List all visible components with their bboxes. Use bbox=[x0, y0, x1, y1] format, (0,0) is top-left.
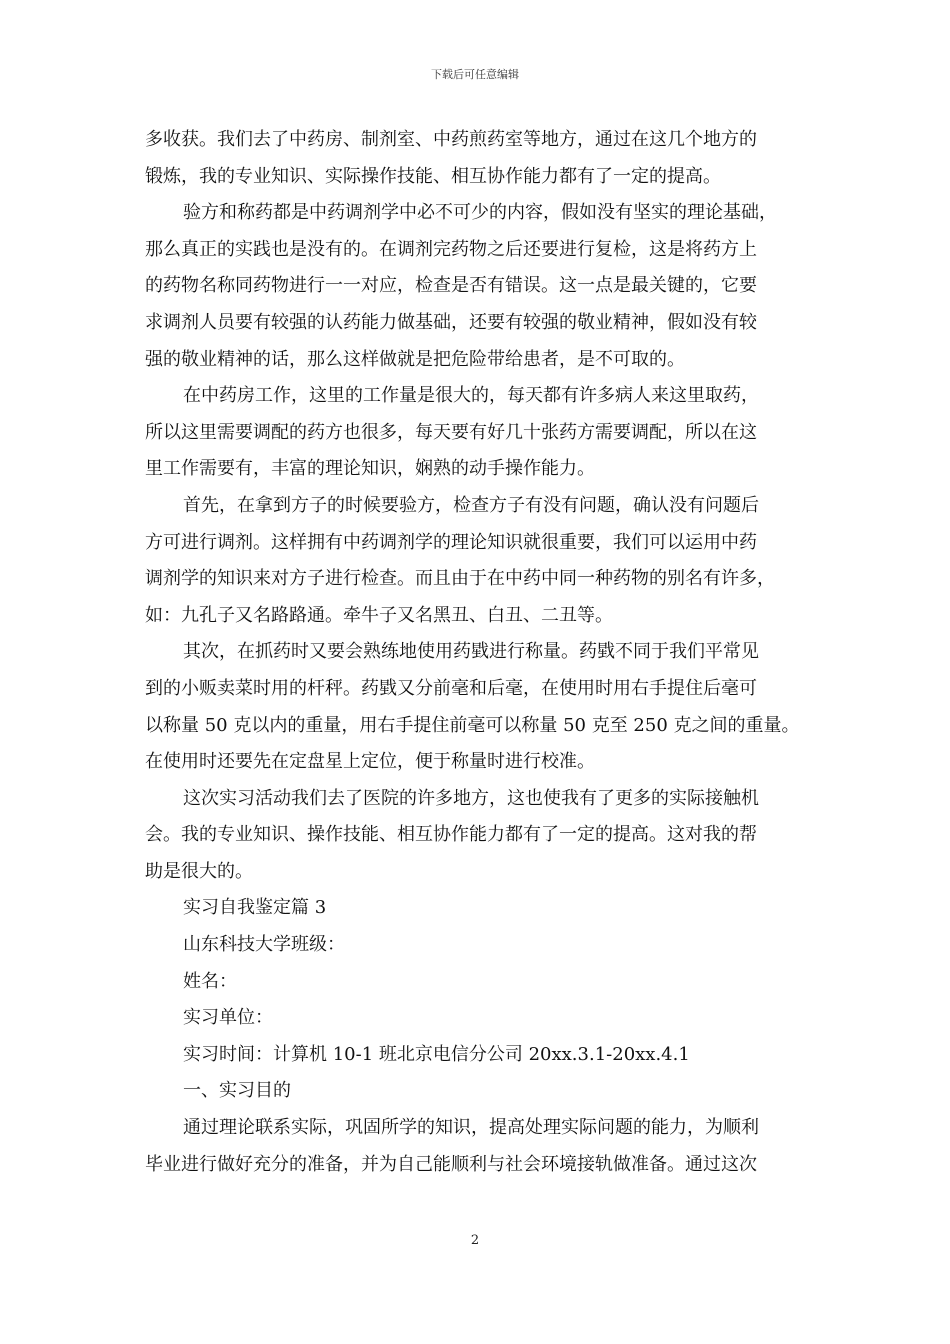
text-line: 所以这里需要调配的药方也很多，每天要有好几十张药方需要调配，所以在这 bbox=[145, 421, 757, 443]
text-line: 那么真正的实践也是没有的。在调剂完药物之后还要进行复检，这是将药方上 bbox=[145, 238, 757, 260]
text-line: 求调剂人员要有较强的认药能力做基础，还要有较强的敬业精神，假如没有较 bbox=[145, 311, 757, 333]
text-line: 的药物名称同药物进行一一对应，检查是否有错误。这一点是最关键的，它要 bbox=[145, 275, 757, 297]
text-line: 一、实习目的 bbox=[183, 1080, 291, 1102]
text-line: 会。我的专业知识、操作技能、相互协作能力都有了一定的提高。这对我的帮 bbox=[145, 824, 757, 846]
text-line: 里工作需要有，丰富的理论知识，娴熟的动手操作能力。 bbox=[145, 458, 595, 480]
text-line: 锻炼，我的专业知识、实际操作技能、相互协作能力都有了一定的提高。 bbox=[145, 165, 721, 187]
text-line: 这次实习活动我们去了医院的许多地方，这也使我有了更多的实际接触机 bbox=[183, 787, 759, 809]
text-line: 山东科技大学班级： bbox=[183, 934, 345, 956]
text-line: 以称量 50 克以内的重量，用右手提住前毫可以称量 50 克至 250 克之间的重量。 bbox=[145, 714, 800, 736]
document-body bbox=[145, 122, 817, 1183]
text-line: 验方和称药都是中药调剂学中必不可少的内容，假如没有坚实的理论基础， bbox=[183, 202, 777, 224]
text-line: 方可进行调剂。这样拥有中药调剂学的理论知识就很重要，我们可以运用中药 bbox=[145, 531, 757, 553]
text-line: 实习单位： bbox=[183, 1007, 273, 1029]
page-header: 下载后可任意编辑 bbox=[431, 68, 519, 81]
page-number: 2 bbox=[470, 1233, 480, 1248]
text-line: 毕业进行做好充分的准备，并为自己能顺利与社会环境接轨做准备。通过这次 bbox=[145, 1153, 757, 1175]
text-line: 调剂学的知识来对方子进行检查。而且由于在中药中同一种药物的别名有许多， bbox=[145, 568, 775, 590]
text-line: 如：九孔子又名路路通。牵牛子又名黑丑、白丑、二丑等。 bbox=[145, 604, 613, 626]
text-line: 多收获。我们去了中药房、制剂室、中药煎药室等地方，通过在这几个地方的 bbox=[145, 129, 757, 150]
text-line: 其次，在抓药时又要会熟练地使用药戥进行称量。药戥不同于我们平常见 bbox=[183, 641, 759, 663]
text-line: 首先，在拿到方子的时候要验方，检查方子有没有问题，确认没有问题后 bbox=[183, 494, 759, 516]
text-line: 在使用时还要先在定盘星上定位，便于称量时进行校准。 bbox=[145, 751, 595, 773]
text-line: 实习时间：计算机 10-1 班北京电信分公司 20xx.3.1-20xx.4.1 bbox=[183, 1043, 690, 1065]
text-line: 助是很大的。 bbox=[145, 860, 253, 882]
text-line: 在中药房工作，这里的工作量是很大的，每天都有许多病人来这里取药， bbox=[183, 385, 759, 407]
text-line: 强的敬业精神的话，那么这样做就是把危险带给患者，是不可取的。 bbox=[145, 348, 685, 370]
text-line: 到的小贩卖菜时用的杆秤。药戥又分前毫和后毫，在使用时用右手提住后毫可 bbox=[145, 677, 757, 699]
text-line: 姓名： bbox=[183, 970, 237, 992]
text-line: 通过理论联系实际，巩固所学的知识，提高处理实际问题的能力，为顺利 bbox=[183, 1117, 759, 1139]
text-line: 实习自我鉴定篇 3 bbox=[183, 897, 327, 919]
